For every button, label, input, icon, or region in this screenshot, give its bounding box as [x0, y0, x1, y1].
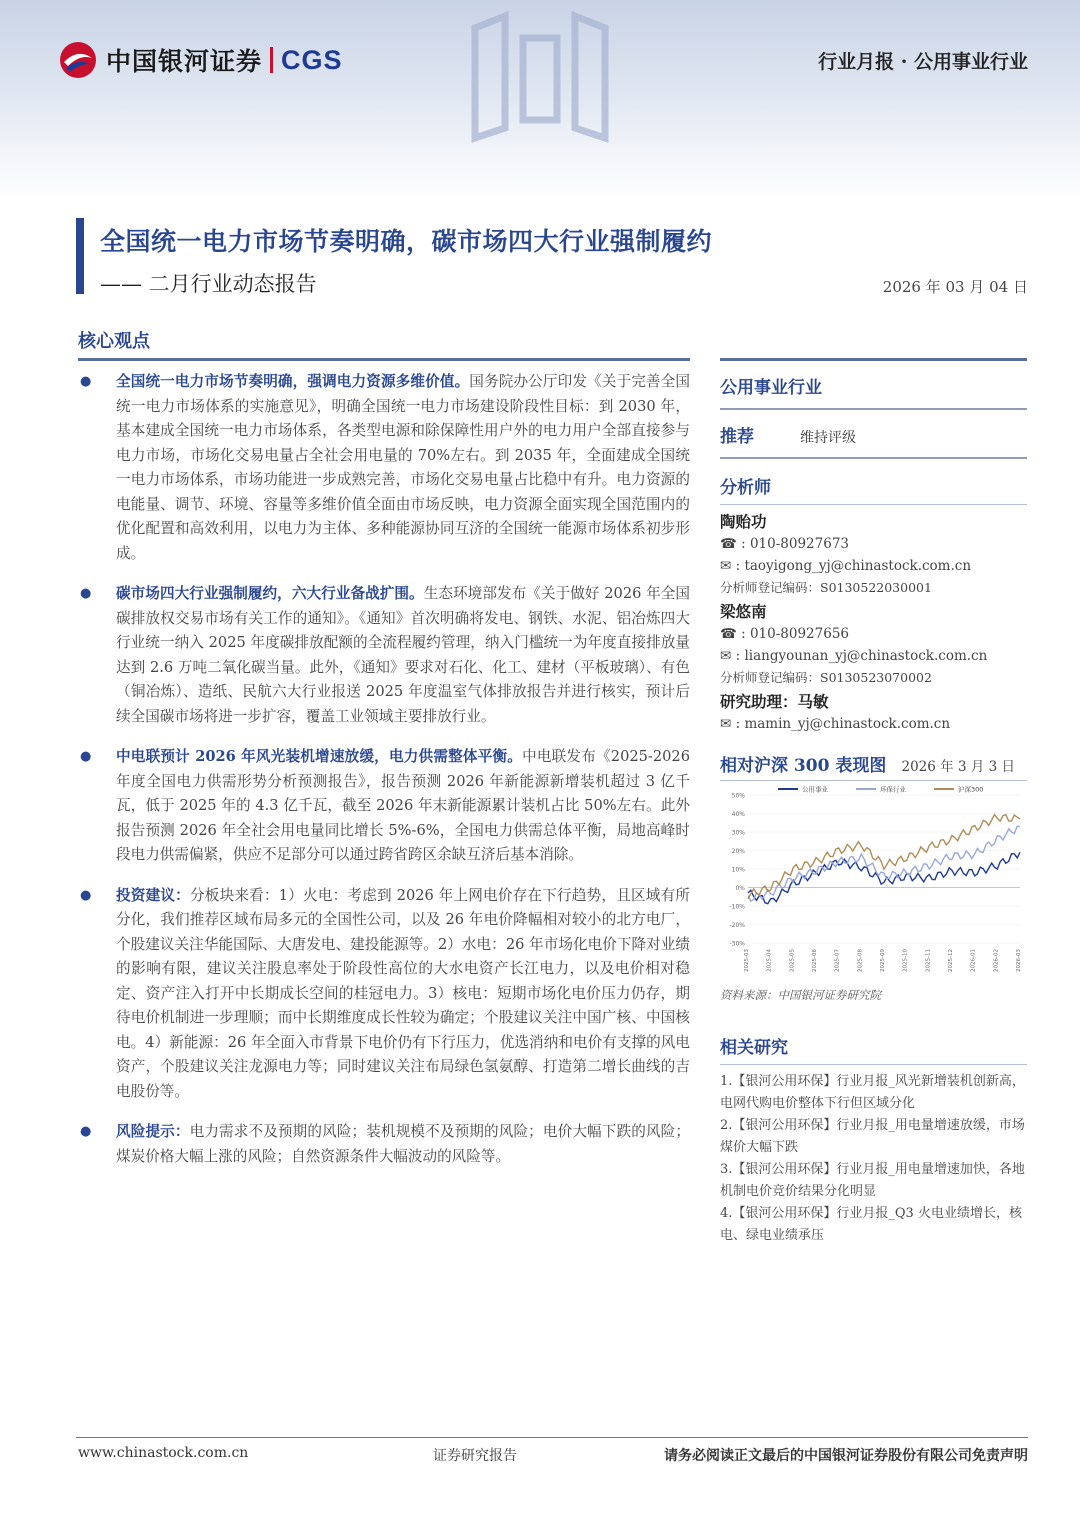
- mail-icon: ✉ :: [720, 648, 745, 664]
- x-tick-label: 2025-05: [789, 949, 796, 972]
- sidebar: [720, 358, 1027, 1246]
- x-tick-label: 2025-08: [857, 949, 864, 972]
- chart-date: 2026 年 3 月 3 日: [901, 759, 1015, 775]
- x-tick-label: 2025-04: [766, 949, 773, 972]
- mail-icon: ✉ :: [720, 558, 745, 574]
- analyst-phone[interactable]: 010-80927656: [749, 626, 849, 642]
- y-tick-label: 30%: [731, 829, 745, 837]
- analyst-name: 梁悠南: [720, 602, 767, 621]
- related-item[interactable]: 2.【银河公用环保】行业月报_用电量增速放缓，市场煤价大幅下跌: [720, 1118, 1025, 1155]
- sidebar-divider: [720, 457, 1027, 459]
- footer-url[interactable]: www.chinastock.com.cn: [78, 1445, 249, 1461]
- x-tick-label: 2025-12: [948, 949, 954, 972]
- report-type: 行业月报 · 公用事业行业: [818, 51, 1028, 73]
- x-tick-label: 2026-01: [970, 949, 977, 972]
- y-tick-label: 40%: [731, 811, 745, 818]
- related-heading: 相关研究: [720, 1038, 788, 1058]
- key-point: ● 中电联预计 2026 年风光装机增速放缓，电力供需整体平衡。中电联发布《2025-2026 年度全国电力供需形势分析预测报告》，报告预测 2026 年新能源新增装机超过 3 亿千瓦，低于 2025 年的 4.3 亿千瓦，截至 2026 年末新能源累计装机占比 50%左右。此外报告预测 2026 年全社会用电量同比增长 5%-6%，全国电力供需总体平衡，局地高峰时段电力供需偏紧，供应不足部分可以通过跨省跨区余缺互济后基本消除。: [80, 745, 690, 868]
- y-tick-label: -20%: [729, 922, 745, 929]
- analyst-registration: 分析师登记编码：S0130523070002: [720, 670, 932, 685]
- phone-icon: ☎ :: [720, 626, 750, 642]
- key-point: ● 碳市场四大行业强制履约，六大行业备战扩围。生态环境部发布《关于做好 2026 年全国碳排放权交易市场有关工作的通知》。《通知》首次明确将发电、钢铁、水泥、铝冶炼四大行业统一纳入 2025 年度碳排放配额的全流程履约管理，纳入门槛统一为年度直接排放量达到 2.6 万吨二氧化碳当量。此外，《通知》要求对石化、化工、建材（平板玻璃）、有色（铜冶炼）、造纸、民航六大行业报送 2025 年度温室气体排放报告并进行核实，预计后续全国碳市场将进一步扩容，覆盖工业领域主要排放行业。: [80, 582, 690, 729]
- x-tick-label: 2025-10: [902, 949, 909, 972]
- x-tick-label: 2025-09: [880, 949, 886, 972]
- key-point: ● 投资建议：分板块来看：1）火电：考虑到 2026 年上网电价存在下行趋势，且区域有所分化，我们推荐区域布局多元的全国性公司，以及 26 年电价降幅相对较小的北方电厂，个股建议关注华能国际、大唐发电、建投能源等。2）水电：26 年市场化电价下降对业绩的影响有限，建议关注股息率处于阶段性高位的大水电资产长江电力，以及电价相对稳定、资产注入打开中长期成长空间的桂冠电力。3）核电：短期市场化电价压力仍存，期待电价机制进一步理顺；而中长期维度成长性较为确定；个股建议关注中国广核、中国核电。4）新能源：26 年全面入市背景下电价仍有下行压力，优选消纳和电价有支撑的风电资产，个股建议关注龙源电力等；同时建议关注布局绿色氢氨醇、打造第二增长曲线的吉电股份等。: [80, 884, 690, 1105]
- sidebar-divider: [720, 780, 1027, 781]
- related-list: [720, 1071, 1027, 1246]
- rating-label: 推荐: [720, 427, 754, 447]
- sidebar-divider: [720, 408, 1027, 410]
- assistant-card: [720, 691, 1027, 735]
- legend-label: 沪深300: [958, 785, 984, 794]
- analyst-heading: 分析师: [720, 478, 771, 498]
- analyst-name: 陶贻功: [720, 512, 767, 531]
- legend-label: 公用事业: [802, 785, 828, 794]
- y-tick-label: -10%: [729, 903, 745, 911]
- legend-label: 环保行业: [880, 785, 906, 794]
- chart-heading-row: [720, 751, 1027, 776]
- footer-disclaimer[interactable]: 请务必阅读正文最后的中国银河证券股份有限公司免责声明: [664, 1448, 1028, 1464]
- sidebar-top-rule: [720, 358, 1027, 361]
- report-subtitle: —— 二月行业动态报告: [100, 272, 317, 296]
- series-line: [748, 815, 1020, 899]
- section-divider: [78, 358, 690, 361]
- section-title: 核心观点: [78, 331, 150, 352]
- analyst-card: [720, 511, 1027, 599]
- x-tick-label: 2026-03: [1016, 949, 1022, 972]
- x-tick-label: 2025-03: [744, 949, 750, 972]
- chart-source: 资料来源：中国银河证券研究院: [720, 988, 881, 1002]
- analyst-phone[interactable]: 010-80927673: [749, 536, 849, 552]
- brand-mark-icon: [58, 40, 98, 80]
- x-tick-label: 2025-06: [812, 949, 818, 972]
- report-title: 全国统一电力市场节奏明确，碳市场四大行业强制履约: [100, 227, 713, 256]
- brand-name-en: CGS: [281, 44, 343, 75]
- analyst-card: [720, 601, 1027, 689]
- rating-value: 维持评级: [800, 430, 856, 446]
- y-tick-label: -30%: [729, 940, 745, 948]
- cgs-watermark-icon: [465, 8, 615, 146]
- related-item[interactable]: 1.【银河公用环保】行业月报_风光新增装机创新高，电网代购电价整体下行但区域分化: [720, 1074, 1025, 1111]
- brand-separator: [270, 47, 273, 73]
- x-tick-label: 2025-11: [925, 949, 932, 972]
- analyst-email[interactable]: liangyounan_yj@chinastock.com.cn: [744, 648, 988, 664]
- key-point: ● 全国统一电力市场节奏明确，强调电力资源多维价值。国务院办公厅印发《关于完善全国统一电力市场体系的实施意见》，明确全国统一电力市场建设阶段性目标：到 2030 年，基本建成全国统一电力市场体系，各类型电源和除保障性用户外的电力用户全部直接参与电力市场，市场化交易电量占全社会用电量的 70%左右。到 2035 年，全面建成全国统一电力市场体系，市场功能进一步成熟完善，市场化交易电量占比稳中有升。电力资源的电能量、调节、环境、容量等多维价值全面由市场反映，电力资源全面实现全国范围内的优化配置和高效利用，以电力为主体、多种能源协同互济的全国统一能源市场体系初步形成。: [80, 370, 690, 566]
- footer-divider: [76, 1437, 1028, 1438]
- report-date: 2026 年 03 月 04 日: [882, 278, 1028, 296]
- analyst-phone-row: [720, 623, 1027, 645]
- assistant-email-row: [720, 713, 1027, 735]
- assistant-email[interactable]: mamin_yj@chinastock.com.cn: [744, 716, 951, 732]
- analyst-email-row: [720, 555, 1027, 577]
- y-tick-label: 0%: [735, 885, 745, 892]
- brand-logo: [58, 40, 343, 80]
- analyst-phone-row: [720, 533, 1027, 555]
- sidebar-divider: [720, 1064, 1027, 1065]
- analyst-email[interactable]: taoyigong_yj@chinastock.com.cn: [744, 558, 972, 574]
- title-accent-bar: [76, 218, 84, 294]
- related-item[interactable]: 4.【银河公用环保】行业月报_Q3 火电业绩增长，核电、绿电业绩承压: [720, 1206, 1022, 1243]
- x-tick-label: 2025-07: [834, 949, 841, 972]
- sidebar-divider: [720, 504, 1027, 505]
- phone-icon: ☎ :: [720, 536, 750, 552]
- brand-name-cn: 中国银河证券: [106, 47, 263, 76]
- x-tick-label: 2026-02: [993, 949, 1000, 972]
- assistant-name: 研究助理：马敏: [720, 692, 829, 711]
- y-tick-label: 50%: [731, 792, 745, 800]
- key-point: ● 风险提示：电力需求不及预期的风险；装机规模不及预期的风险；电价大幅下跌的风险；煤炭价格大幅上涨的风险；自然资源条件大幅波动的风险等。: [80, 1120, 690, 1169]
- rating-row: [720, 422, 1027, 447]
- related-item[interactable]: 3.【银河公用环保】行业月报_用电量增速加快，各地机制电价竞价结果分化明显: [720, 1162, 1025, 1199]
- mail-icon: ✉ :: [720, 716, 745, 732]
- performance-chart: [720, 783, 1027, 983]
- chart-heading: 相对沪深 300 表现图: [720, 756, 887, 776]
- analyst-registration: 分析师登记编码：S0130522030001: [720, 580, 932, 595]
- key-points: [80, 370, 690, 1169]
- footer-center: 证券研究报告: [433, 1448, 517, 1464]
- analyst-email-row: [720, 645, 1027, 667]
- y-tick-label: 10%: [731, 866, 745, 874]
- y-tick-label: 20%: [731, 848, 745, 855]
- sidebar-industry: 公用事业行业: [720, 378, 822, 398]
